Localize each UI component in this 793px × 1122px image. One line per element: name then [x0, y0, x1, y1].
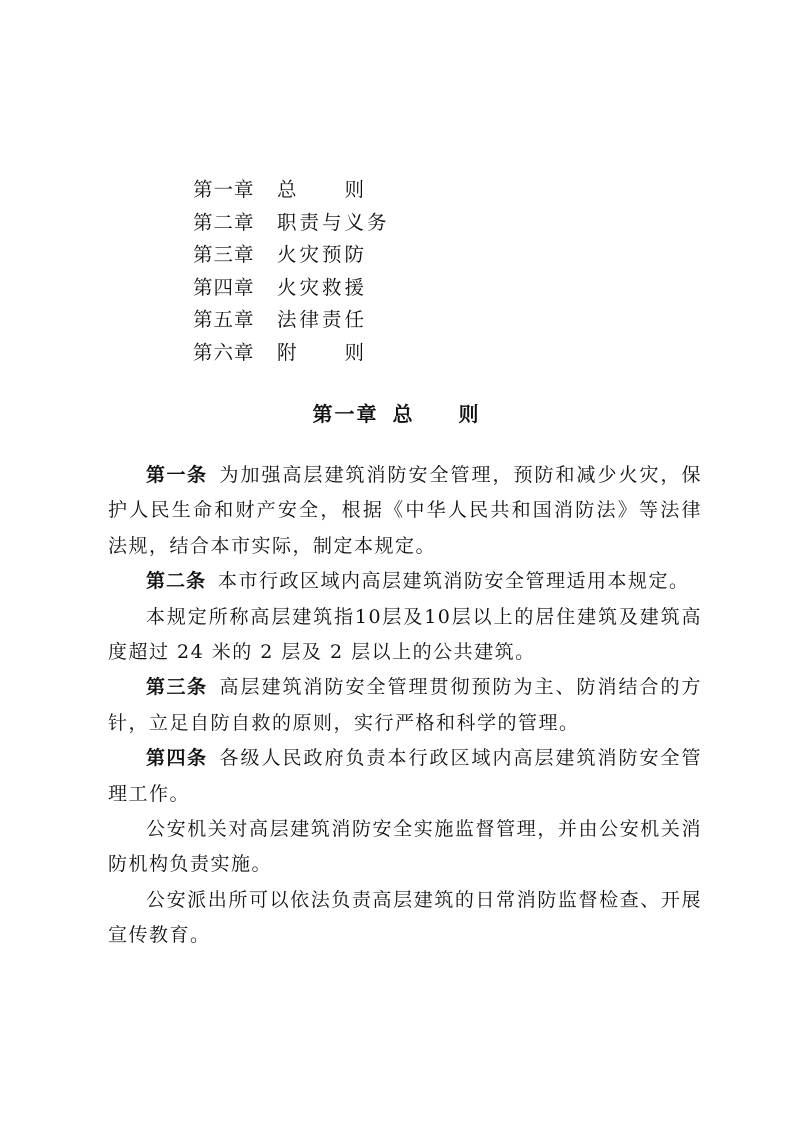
- paragraph-text: 本规定所称高层建筑指10层及10层以上的居住建筑及建筑高度超过 24 米的 2 层及 2 层以上的公共建筑。: [108, 605, 702, 664]
- article-number: 第二条: [146, 570, 207, 593]
- article-text: 本市行政区域内高层建筑消防安全管理适用本规定。: [218, 570, 690, 593]
- chapter-heading-name: 总 则: [392, 402, 481, 426]
- toc-item: [193, 174, 390, 207]
- article-number: 第一条: [146, 464, 208, 486]
- article-text: 高层建筑消防安全管理贯彻预防为主、防消结合的方针，立足自防自救的原则，实行严格和科学的管理。: [108, 676, 702, 734]
- toc-item: [193, 272, 390, 305]
- toc-item: [193, 337, 390, 370]
- article-paragraph: [108, 670, 702, 741]
- chapter-heading: [0, 396, 793, 432]
- article-paragraph: [108, 741, 702, 812]
- toc-chapter-number: 第四章: [193, 275, 255, 299]
- chapter-body: [108, 458, 702, 954]
- toc-chapter-title: 法律责任: [277, 308, 368, 332]
- toc-chapter-title: 火灾预防: [277, 243, 368, 267]
- paragraph: [108, 883, 702, 954]
- article-paragraph: [108, 564, 702, 599]
- toc-item: [193, 304, 390, 337]
- toc-chapter-title: 火灾救援: [277, 275, 368, 299]
- toc-chapter-number: 第五章: [193, 308, 255, 332]
- article-paragraph: [108, 458, 702, 564]
- paragraph: [108, 600, 702, 671]
- toc-chapter-number: 第六章: [193, 340, 255, 364]
- chapter-heading-number: 第一章: [312, 402, 379, 426]
- toc-chapter-title: 职责与义务: [277, 210, 390, 234]
- article-text: 为加强高层建筑消防安全管理，预防和减少火灾，保护人民生命和财产安全，根据《中华人民共和国消防法》等法律法规，结合本市实际，制定本规定。: [108, 464, 702, 557]
- paragraph-text: 公安机关对高层建筑消防安全实施监督管理，并由公安机关消防机构负责实施。: [108, 818, 702, 876]
- table-of-contents: [193, 174, 390, 370]
- toc-item: [193, 207, 390, 240]
- toc-chapter-title: 附 则: [277, 340, 368, 364]
- toc-chapter-number: 第三章: [193, 243, 255, 267]
- article-text: 各级人民政府负责本行政区域内高层建筑消防安全管理工作。: [108, 747, 702, 805]
- paragraph-text: 公安派出所可以依法负责高层建筑的日常消防监督检查、开展宣传教育。: [108, 888, 702, 947]
- article-number: 第四条: [146, 747, 208, 770]
- toc-chapter-number: 第二章: [193, 210, 255, 234]
- toc-item: [193, 239, 390, 272]
- article-number: 第三条: [146, 676, 208, 699]
- toc-chapter-title: 总 则: [277, 178, 368, 201]
- paragraph: [108, 812, 702, 883]
- toc-chapter-number: 第一章: [193, 178, 255, 201]
